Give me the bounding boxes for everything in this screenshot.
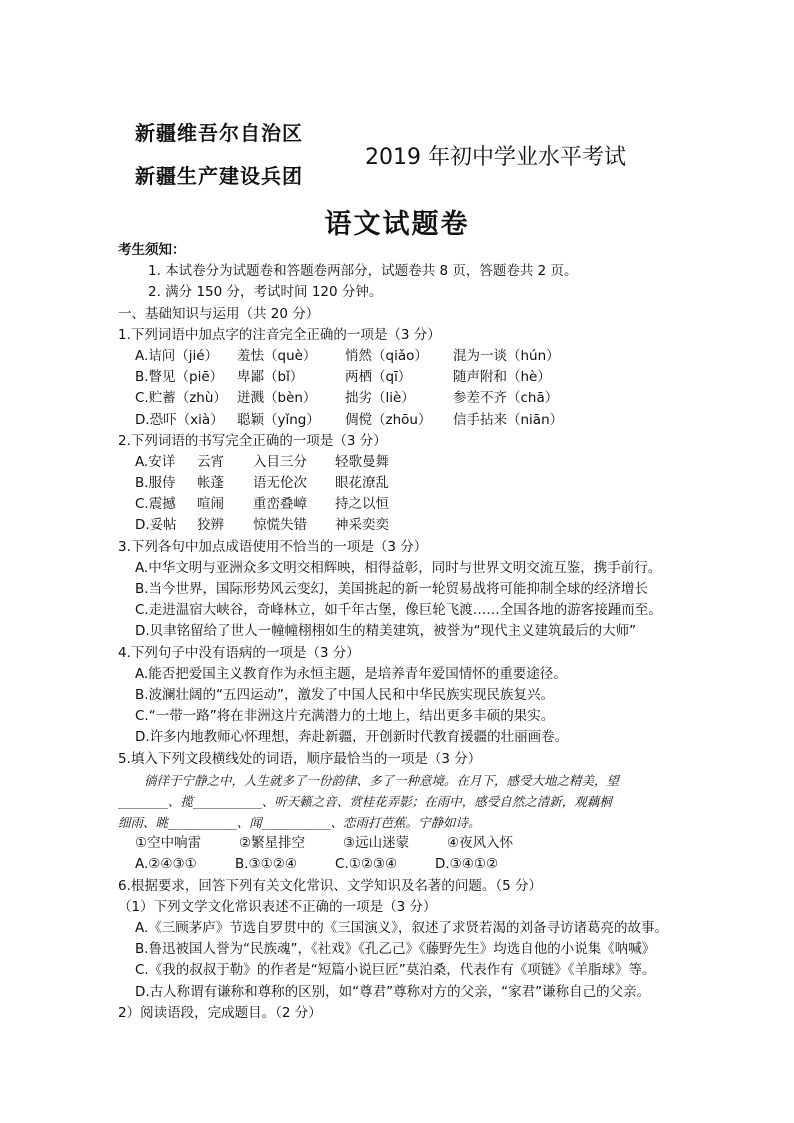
answer-option: A.②④③① — [135, 856, 197, 873]
option-cell: D.恐吓（xià） — [135, 411, 224, 428]
option-cell: 信手拈来（niān） — [453, 411, 564, 428]
answer-option: B.③①②④ — [235, 856, 297, 873]
option-line: B.波澜壮阔的“五四运动”，激发了中国人民和中华民族实现民族复兴。 — [135, 686, 555, 703]
option-line: B.当今世界，国际形势风云变幻，美国挑起的新一轮贸易战将可能抑制全球的经济增长 — [135, 581, 649, 597]
option-row — [118, 410, 678, 431]
notice-heading: 考生须知： — [118, 242, 186, 258]
option-line: C.《我的叔叔于勒》的作者是“短篇小说巨匠”莫泊桑，代表作有《项链》《羊脂球》等。 — [135, 962, 656, 979]
option-row — [118, 367, 678, 388]
option-cell: 眼花潦乱 — [335, 475, 389, 492]
option-line: D.许多内地教师心怀理想，奔赴新疆，开创新时代教育援疆的壮丽画卷。 — [135, 729, 569, 746]
option-cell: 悄然（qiǎo） — [345, 347, 428, 364]
option-cell: 拙劣（liè） — [345, 390, 415, 407]
answer-row — [118, 854, 678, 875]
option-cell: C.震撼 — [135, 496, 176, 513]
option-cell: A.诘问（jié） — [135, 347, 219, 364]
option-row — [118, 494, 678, 515]
option-cell: B.服侍 — [135, 475, 176, 492]
passage-line: 徜徉于宁静之中，人生就多了一份韵律、多了一种意境。在月下，感受大地之精美，望 — [144, 772, 620, 788]
sub-question: （1）下列文学文化常识表述不正确的一项是（3 分） — [118, 898, 437, 915]
question-stem: 1.下列词语中加点字的注音完全正确的一项是（3 分） — [118, 326, 441, 343]
option-row — [118, 473, 678, 494]
exam-content — [118, 240, 678, 1024]
section-heading: 一、基础知识与运用（共 20 分） — [118, 305, 320, 322]
notice-item: 2. 满分 150 分，考试时间 120 分钟。 — [148, 284, 383, 301]
option-cell: 倜傥（zhōu） — [345, 411, 432, 428]
option-line: B.鲁迅被国人誉为“民族魂”，《社戏》《孔乙己》《藤野先生》均选自他的小说集《呐喊》 — [135, 941, 656, 958]
option-cell: 云宵 — [197, 453, 224, 470]
option-cell: 语无伦次 — [253, 475, 307, 492]
option-cell: 羞怯（què） — [237, 347, 317, 364]
question-stem: 2.下列词语的书写完全正确的一项是（3 分） — [118, 432, 387, 449]
choice-row — [118, 833, 678, 854]
option-line: C.走进温宿大峡谷，奇峰林立，如千年古堡，像巨轮飞渡……全国各地的游客接踵而至。 — [135, 602, 662, 619]
question-stem: 6.根据要求，回答下列有关文化常识、文学知识及名著的问题。（5 分） — [118, 877, 543, 894]
option-cell: A.安详 — [135, 453, 176, 470]
choice-item: ③远山迷蒙 — [343, 835, 410, 852]
option-cell: 持之以恒 — [335, 496, 389, 513]
option-cell: 聪颖（yǐng） — [237, 411, 320, 428]
option-cell: D.妥帖 — [135, 517, 177, 534]
option-line: D.贝聿铭留给了世人一幢幢栩栩如生的精美建筑，被誉为“现代主义建筑最后的大师” — [135, 623, 637, 640]
paper-title: 语文试题卷 — [324, 209, 470, 240]
option-cell: 迸溅（bèn） — [237, 390, 317, 407]
option-row — [118, 346, 678, 367]
passage-line: 细雨、眺___________、闻___________、恋雨打芭蕉。宁静如诗。 — [118, 815, 481, 831]
option-cell: 随声附和（hè） — [453, 369, 551, 386]
option-cell: 重峦叠嶂 — [253, 496, 307, 513]
option-cell: 两栖（qī） — [345, 369, 412, 386]
region-line-2: 新疆生产建设兵团 — [135, 164, 303, 188]
option-row — [118, 452, 678, 473]
choice-item: ①空中响雷 — [135, 835, 202, 852]
notice-item: 1. 本试卷分为试题卷和答题卷两部分，试题卷共 8 页，答题卷共 2 页。 — [148, 263, 578, 280]
option-cell: 喧闹 — [197, 496, 224, 513]
option-cell: 卑鄙（bǐ） — [237, 369, 304, 386]
option-line: A.中华文明与亚洲众多文明交相辉映，相得益彰，同时与世界文明交流互鉴，携手前行。 — [135, 559, 662, 576]
exam-name: 2019 年初中学业水平考试 — [365, 145, 626, 170]
question-stem: 3.下列各句中加点成语使用不恰当的一项是（3 分） — [118, 538, 428, 555]
sub-question: 2）阅读语段，完成题目。（2 分） — [118, 1004, 322, 1021]
choice-item: ④夜风入怀 — [447, 835, 514, 852]
option-cell: 神采奕奕 — [335, 517, 389, 534]
option-row — [118, 388, 678, 409]
question-stem: 5.填入下列文段横线处的词语，顺序最恰当的一项是（3 分） — [118, 750, 482, 767]
option-cell: 轻歌曼舞 — [335, 453, 389, 470]
option-row — [118, 515, 678, 536]
option-cell: 入目三分 — [253, 453, 307, 470]
option-cell: B.瞥见（piē） — [135, 369, 224, 386]
answer-option: C.①②③④ — [335, 856, 398, 873]
answer-option: D.③④①② — [435, 856, 499, 873]
option-cell: 狡辨 — [197, 517, 224, 534]
option-cell: 参差不齐（chā） — [453, 390, 559, 407]
option-line: C.“一带一路”将在非洲这片充满潜力的土地上，结出更多丰硕的果实。 — [135, 708, 555, 725]
option-line: D.古人称谓有谦称和尊称的区别，如“尊君”尊称对方的父亲，“家君”谦称自己的父亲。 — [135, 983, 651, 1000]
option-cell: 帐蓬 — [197, 475, 224, 492]
passage-line: ________、揽___________、听天籁之音、赏桂花弄影；在雨中，感受自然之清新，观藕桐 — [118, 793, 612, 809]
region-line-1: 新疆维吾尔自治区 — [135, 121, 303, 145]
option-line: A.《三顾茅庐》节选自罗贯中的《三国演义》，叙述了求贤若渴的刘备寻访诸葛亮的故事。 — [135, 920, 669, 936]
option-cell: C.贮蓄（zhù） — [135, 390, 227, 407]
question-stem: 4.下列句子中没有语病的一项是（3 分） — [118, 644, 360, 661]
choice-item: ②繁星排空 — [239, 835, 306, 852]
option-cell: 惊慌失错 — [253, 517, 307, 534]
option-line: A.能否把爱国主义教育作为永恒主题，是培养青年爱国情怀的重要途径。 — [135, 665, 567, 682]
option-cell: 混为一谈（hún） — [453, 347, 560, 364]
